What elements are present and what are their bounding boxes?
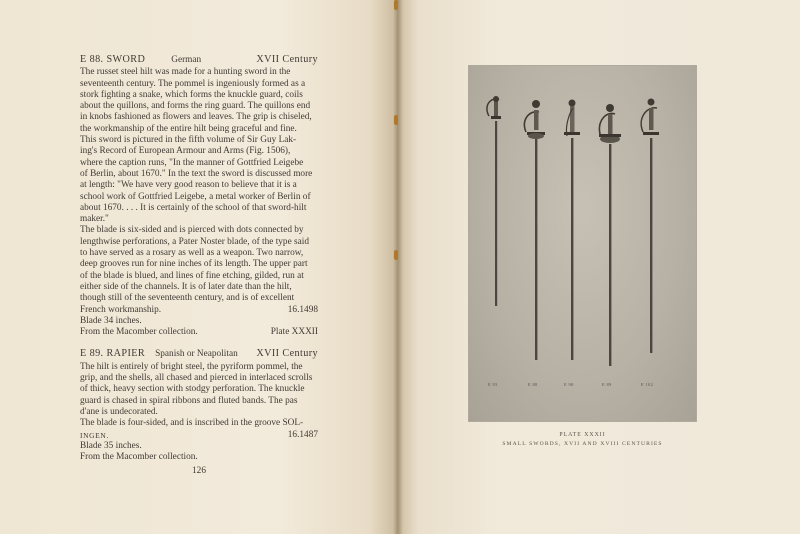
text-line: The blade is six-sided and is pierced with dots connected by — [80, 225, 304, 236]
plate-label: E 102 — [641, 382, 654, 387]
text-line: maker." — [80, 214, 109, 225]
binding-thread — [394, 115, 398, 125]
text-line: This sword is pictured in the fifth volume of Sir Guy Lak- — [80, 135, 297, 146]
plate-photograph — [469, 66, 696, 421]
plate-label: E 88 — [528, 382, 538, 387]
binding-thread — [394, 250, 398, 260]
text-line: grip, and the shells, all chased and pierced in interlaced scrolls — [80, 373, 313, 384]
plate-caption-subtitle: SMALL SWORDS, XVII AND XVIII CENTURIES — [502, 441, 663, 447]
swords-illustration — [469, 66, 696, 421]
sword-illustration — [599, 104, 621, 366]
plate-label: E 93 — [488, 382, 498, 387]
text-line: either side of the channels. It is of later date than the hilt, — [80, 281, 292, 292]
entry-e88-number: E 88. SWORD — [80, 54, 146, 65]
sword-illustration — [641, 99, 659, 354]
left-page — [0, 0, 398, 534]
text-line: guard is chased in spiral ribbons and fluted bands. The pas — [80, 395, 298, 406]
entry-e89-accession: 16.1487 — [287, 429, 318, 440]
entry-e89-heading — [80, 348, 318, 360]
entry-e89-blade: Blade 35 inches. — [80, 440, 142, 451]
text-line: the workmanship of the entire hilt being graceful and fine. — [80, 123, 297, 134]
binding-thread — [394, 0, 398, 10]
text-line: deep grooves run for nine inches of its length. The upper part — [80, 259, 308, 270]
text-line: d'ane is undecorated. — [80, 406, 158, 417]
text-line: of the blade is blued, and lines of fine etching, gilded, run at — [80, 270, 304, 281]
plate-item-labels — [469, 382, 696, 392]
plate-label: E 89 — [602, 382, 612, 387]
entry-e89-origin: Spanish or Neapolitan — [155, 349, 238, 360]
entry-e88-last-line: French workmanship. — [80, 304, 162, 315]
text-line: lengthwise perforations, a Pater Noster blade, of the type said — [80, 236, 309, 247]
entry-e89-number: E 89. RAPIER — [80, 348, 146, 360]
sword-illustration — [524, 100, 545, 360]
text-line: in knobs fashioned as flowers and leaves. The grip is chiseled, — [80, 112, 312, 123]
entry-e88-heading — [80, 54, 318, 66]
entry-e88-origin: German — [171, 55, 202, 65]
plate-label: E 90 — [564, 382, 574, 387]
entry-e88-century: XVII Century — [256, 54, 318, 65]
text-line: of Berlin, about 1670." In the text the sword is discussed more — [80, 168, 313, 179]
page-number: 126 — [192, 466, 206, 477]
text-line: ing's Record of European Armour and Arms (Fig. 1506), — [80, 146, 291, 157]
book-gutter — [393, 0, 403, 534]
entry-e88-source-row — [80, 327, 318, 338]
text-line: seventeenth century. The pommel is ingeniously formed as a — [80, 78, 306, 89]
entry-e88-blade: Blade 34 inches. — [80, 315, 142, 326]
text-line: where the caption runs, "In the manner of Gottfried Leigebe — [80, 157, 304, 168]
text-line: The blade is four-sided, and is inscribed in the groove SOL- — [80, 418, 304, 429]
text-line: stork fighting a snake, which forms the knuckle guard, coils — [80, 89, 303, 100]
entry-e88-plate: Plate XXXII — [270, 327, 318, 338]
entry-e89-description — [80, 362, 318, 430]
entry-e88-accession: 16.1498 — [287, 304, 318, 315]
text-line: The russet steel hilt was made for a hunting sword in the — [80, 67, 291, 78]
plate-caption-title: PLATE XXXII — [559, 432, 606, 438]
text-line: The hilt is entirely of bright steel, the pyriform pommel, the — [80, 361, 303, 372]
text-line: at length: "We have very good reason to believe that it is a — [80, 180, 297, 191]
catalog-text — [80, 54, 318, 478]
entry-e89-century: XVII Century — [256, 348, 318, 360]
entry-e89-source: From the Macomber collection. — [80, 452, 198, 463]
text-line: though still of the seventeenth century, and is of excellent — [80, 293, 295, 304]
text-line: about 1670. . . . It is certainly of the school of that sword-hilt — [80, 202, 307, 213]
entry-e88-source: From the Macomber collection. — [80, 327, 198, 338]
text-line: about the quillons, and forms the ring guard. The quillons end — [80, 101, 311, 112]
text-line: school work of Gottfried Leigebe, a metal worker of Berlin of — [80, 191, 311, 202]
sword-illustration — [487, 96, 501, 306]
text-line: of thick, heavy section with stodgy perforation. The knuckle — [80, 384, 305, 395]
entry-e88-last-row — [80, 305, 318, 316]
entry-e89-last-line: INGEN. — [80, 430, 109, 440]
entry-e88-description — [80, 67, 318, 304]
sword-illustration — [564, 100, 580, 361]
text-line: to have served as a rosary as well as a weapon. Two narrow, — [80, 248, 304, 259]
entry-e89-last-row — [80, 430, 318, 441]
